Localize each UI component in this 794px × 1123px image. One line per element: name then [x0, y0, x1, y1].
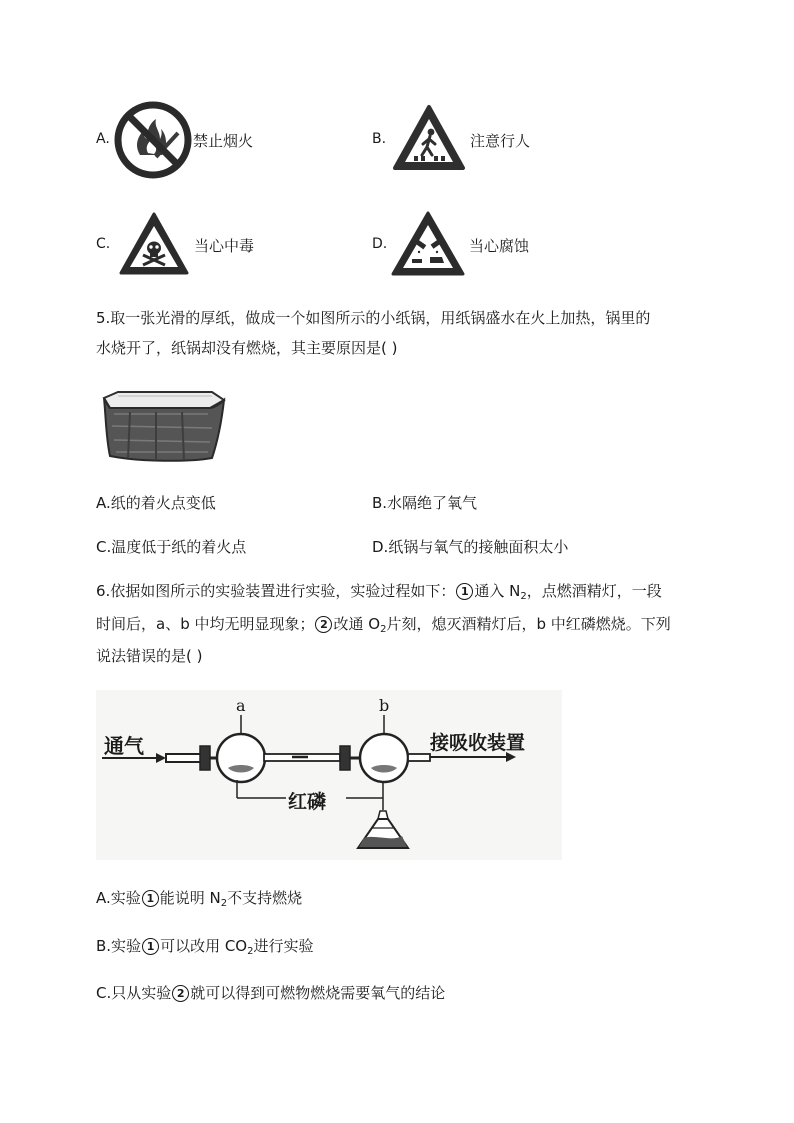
paper-pot-illustration: [100, 388, 228, 466]
outlet-label: 接吸收装置: [430, 732, 526, 754]
circled-number-1: 1: [456, 583, 473, 600]
no-fire-icon: [112, 99, 194, 181]
option-label: 禁止烟火: [193, 132, 254, 150]
q5-stem-line-2: 水烧开了，纸锅却没有燃烧，其主要原因是( ): [96, 339, 398, 357]
experiment-apparatus-diagram: [96, 690, 562, 860]
circled-number-2: 2: [315, 616, 332, 633]
circled-number-2: 2: [172, 985, 189, 1002]
q6-option-c: C.只从实验 2 就可以得到可燃物燃烧需要氧气的结论: [96, 984, 446, 1002]
red-phosphorus-label: 红磷: [288, 791, 327, 813]
circled-number-1: 1: [142, 890, 159, 907]
q6-option-a: A.实验 1 能说明 $N_2$不支持燃烧: [96, 889, 303, 909]
pedestrian-warning-icon: [392, 104, 466, 172]
option-letter: B.: [372, 131, 387, 147]
q5-option-d: D.纸锅与氧气的接触面积太小: [372, 538, 569, 556]
poison-warning-icon: [118, 211, 190, 277]
option-label: 注意行人: [470, 132, 531, 150]
option-letter: D.: [372, 236, 388, 252]
option-label: 当心中毒: [194, 237, 255, 255]
q5-option-b: B.水隔绝了氧气: [372, 494, 478, 512]
option-letter: A.: [96, 131, 110, 147]
q6-option-b: B.实验 1 可以改用 $CO_2$进行实验: [96, 937, 314, 957]
q6-stem-line-3: 说法错误的是( ): [96, 647, 203, 665]
apparatus-drawing: [96, 690, 562, 860]
circled-number-1: 1: [142, 938, 159, 955]
q5-stem-line-1: 5.取一张光滑的厚纸，做成一个如图所示的小纸锅，用纸锅盛水在火上加热，锅里的: [96, 309, 651, 327]
q6-stem-line-2: 时间后，a、b 中均无明显现象； 2 改通 $O_2$片刻，熄灭酒精灯后，b 中红磷燃烧。下列: [96, 615, 671, 635]
flask-a-label: a: [236, 696, 246, 715]
option-letter: C.: [96, 236, 111, 252]
q5-option-c: C.温度低于纸的着火点: [96, 538, 247, 556]
q5-option-a: A.纸的着火点变低: [96, 494, 216, 512]
flask-b-label: b: [379, 696, 390, 715]
q6-stem-line-1: 6.依据如图所示的实验装置进行实验，实验过程如下： 1 通入 $N_2$，点燃酒精灯，一段: [96, 582, 662, 602]
option-label: 当心腐蚀: [469, 237, 530, 255]
corrosive-warning-icon: [390, 210, 466, 278]
inlet-label: 通气: [104, 734, 144, 758]
